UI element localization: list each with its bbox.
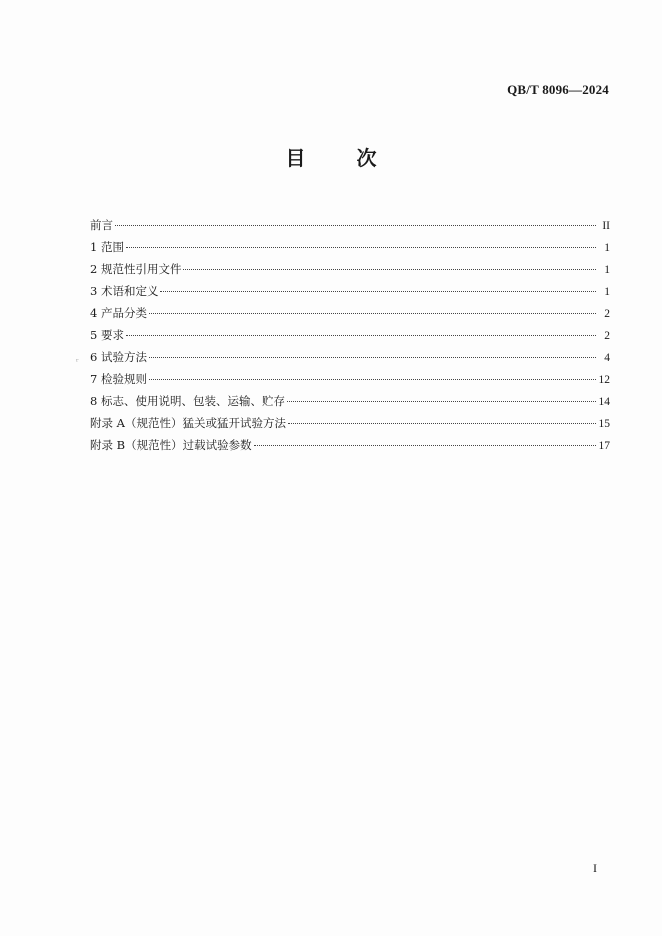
toc-leader-dots: [149, 379, 596, 380]
toc-entry-label: 7 检验规则: [90, 372, 147, 386]
toc-leader-dots: [287, 401, 596, 402]
toc-leader-dots: [115, 225, 596, 226]
toc-entry[interactable]: [90, 412, 610, 434]
toc-entry-page: 2: [604, 308, 610, 320]
toc-leader-dots: [183, 269, 596, 270]
toc-entry-page: 2: [604, 330, 610, 342]
toc-entry-page: 1: [604, 264, 610, 276]
toc-entry-label: 附录 A（规范性）猛关或猛开试验方法: [90, 416, 286, 430]
toc-entry-label: 4 产品分类: [90, 306, 147, 320]
table-of-contents: [90, 214, 610, 456]
toc-entry[interactable]: [90, 324, 610, 346]
toc-entry-page: 1: [604, 242, 610, 254]
toc-entry-page: 17: [598, 440, 610, 452]
toc-entry-page: 1: [604, 286, 610, 298]
toc-entry-page: 14: [598, 396, 610, 408]
toc-leader-dots: [288, 423, 596, 424]
toc-entry[interactable]: [90, 434, 610, 456]
toc-entry[interactable]: [90, 368, 610, 390]
toc-entry[interactable]: [90, 346, 610, 368]
toc-entry-page: 4: [604, 352, 610, 364]
toc-leader-dots: [126, 247, 596, 248]
toc-entry-label: 6 试验方法: [90, 350, 147, 364]
toc-entry-label: 1 范围: [90, 240, 124, 254]
toc-entry-label: 3 术语和定义: [90, 284, 159, 298]
toc-entry-label: 附录 B（规范性）过载试验参数: [90, 438, 252, 452]
page-title: 目 次: [285, 146, 399, 170]
toc-leader-dots: [149, 313, 596, 314]
toc-entry[interactable]: [90, 236, 610, 258]
toc-entry-label: 5 要求: [90, 328, 124, 342]
toc-entry-page: 12: [598, 374, 610, 386]
toc-entry[interactable]: [90, 214, 610, 236]
toc-leader-dots: [126, 335, 596, 336]
toc-entry-page: 15: [598, 418, 610, 430]
toc-entry-label: 前言: [90, 218, 113, 232]
toc-leader-dots: [254, 445, 596, 446]
toc-entry[interactable]: [90, 390, 610, 412]
toc-leader-dots: [160, 291, 596, 292]
toc-entry[interactable]: [90, 280, 610, 302]
toc-entry[interactable]: [90, 302, 610, 324]
toc-entry-label: 2 规范性引用文件: [90, 262, 182, 276]
standard-code: QB/T 8096—2024: [507, 82, 609, 97]
scan-mark: ʳ: [76, 357, 79, 366]
toc-leader-dots: [149, 357, 596, 358]
toc-entry[interactable]: [90, 258, 610, 280]
page-number: I: [593, 861, 597, 875]
toc-entry-page: II: [602, 220, 610, 232]
toc-entry-label: 8 标志、使用说明、包装、运输、贮存: [90, 394, 285, 408]
